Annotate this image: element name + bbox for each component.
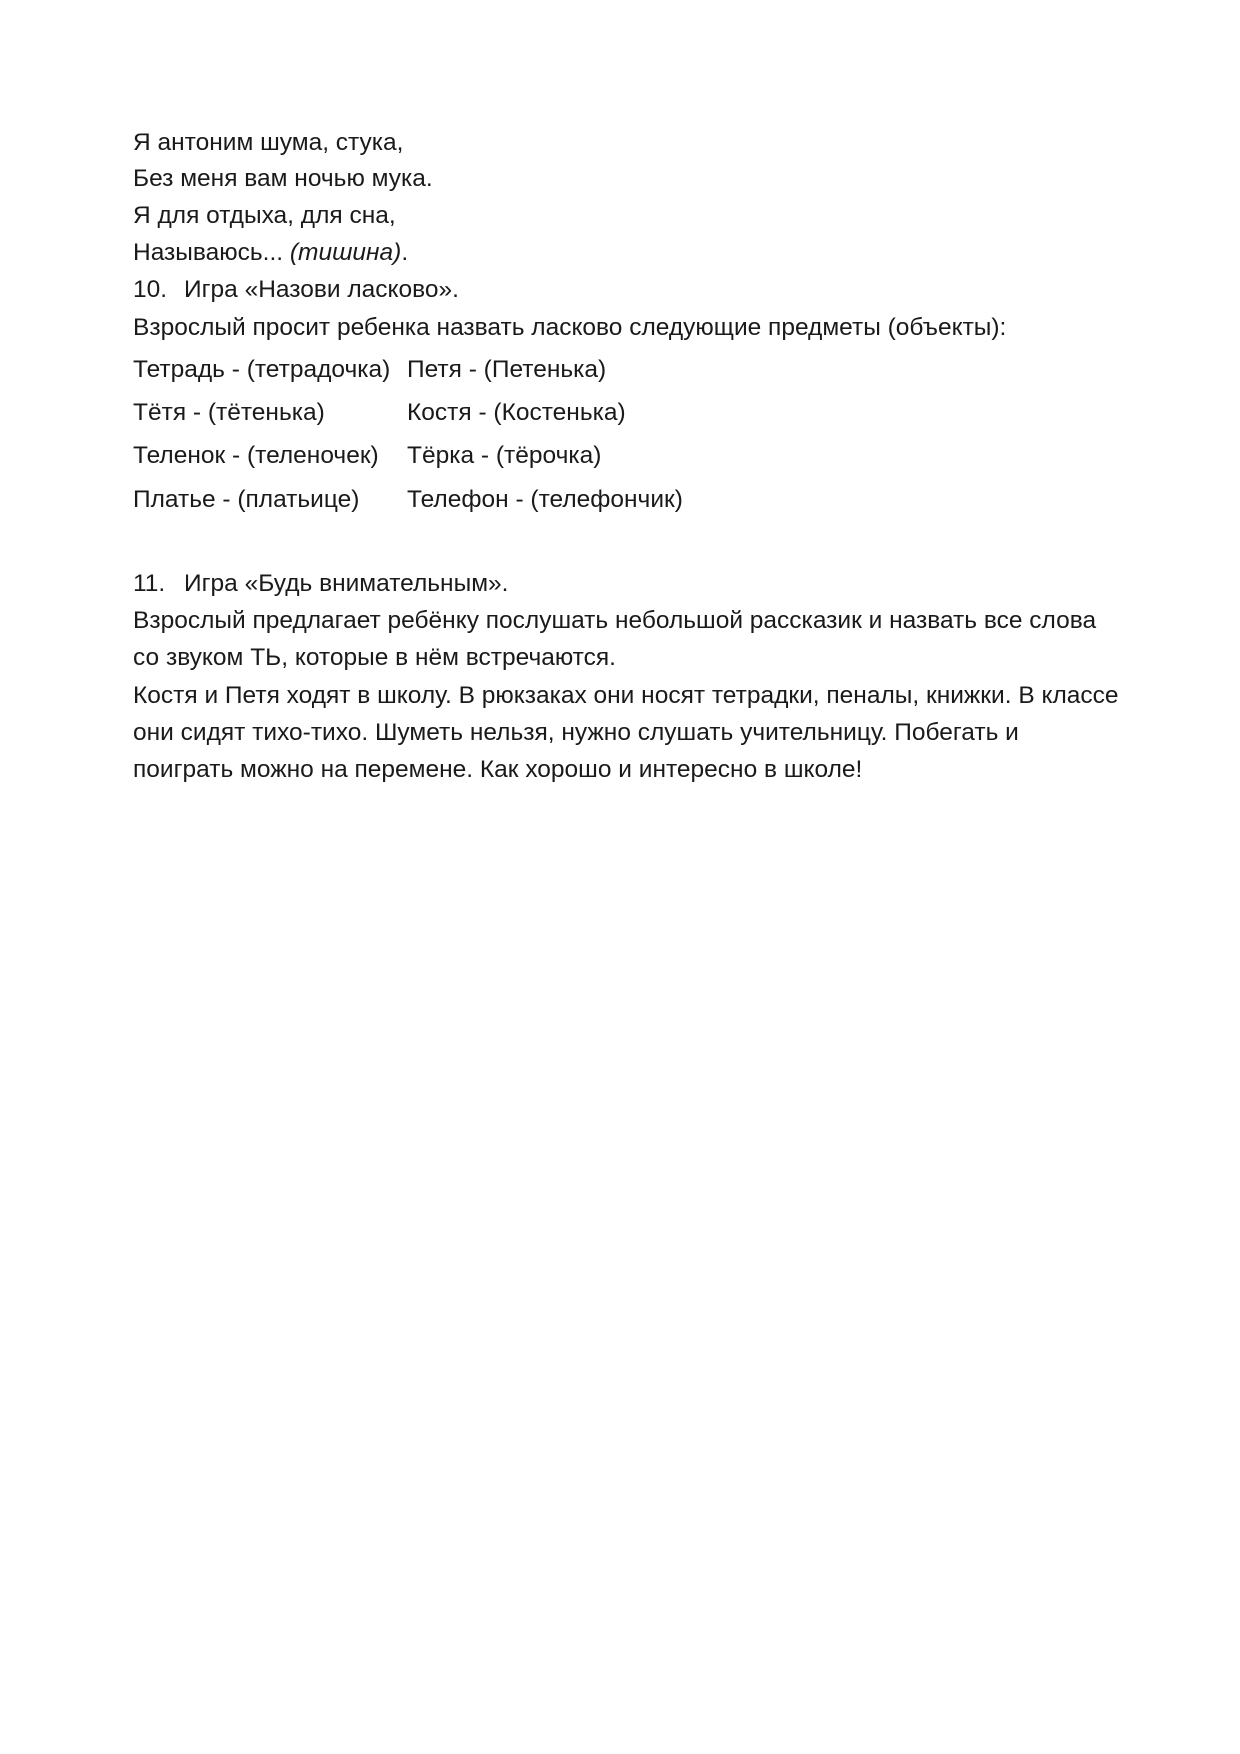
- story-line-3: поиграть можно на перемене. Как хорошо и интересно в школе!: [133, 756, 863, 783]
- section-10-intro: Взрослый просит ребенка назвать ласково следующие предметы (объекты):: [133, 314, 1007, 341]
- word-pair-right-2: Костя - (Костенька): [407, 399, 626, 426]
- word-pair-right-3: Тёрка - (тёрочка): [407, 442, 602, 469]
- section-11-number: 11.: [133, 570, 166, 597]
- riddle-line-4: [133, 238, 408, 268]
- riddle-line-1: Я антоним шума, стука,: [133, 129, 404, 156]
- story-line-2: они сидят тихо-тихо. Шуметь нельзя, нужно слушать учительницу. Побегать и: [133, 719, 1019, 746]
- word-pair-right-4: Телефон - (телефончик): [407, 486, 683, 513]
- section-11-heading: [133, 569, 508, 599]
- riddle-line-4-text: Называюсь...: [133, 239, 290, 266]
- section-10-number: 10.: [133, 276, 168, 303]
- section-11-intro-line-2: со звуком ТЬ, которые в нём встречаются.: [133, 644, 616, 671]
- riddle-line-3: Я для отдыха, для сна,: [133, 202, 396, 229]
- word-pair-left-1: Тетрадь - (тетрадочка): [133, 356, 391, 383]
- word-pair-left-2: Тётя - (тётенька): [133, 399, 325, 426]
- section-10-heading: [133, 275, 459, 305]
- story-line-1: Костя и Петя ходят в школу. В рюкзаках они носят тетрадки, пеналы, книжки. В классе: [133, 682, 1119, 709]
- section-11-intro-line-1: Взрослый предлагает ребёнку послушать небольшой рассказик и назвать все слова: [133, 607, 1097, 634]
- section-11-title: Игра «Будь внимательным».: [184, 570, 509, 597]
- word-pair-right-1: Петя - (Петенька): [407, 356, 607, 383]
- word-pair-left-3: Теленок - (теленочек): [133, 442, 379, 469]
- riddle-line-4-end: .: [401, 239, 409, 266]
- riddle-line-2: Без меня вам ночью мука.: [133, 165, 433, 192]
- riddle-answer: (тишина): [289, 239, 402, 266]
- word-pair-left-4: Платье - (платьице): [133, 486, 360, 513]
- section-10-title: Игра «Назови ласково».: [184, 276, 459, 303]
